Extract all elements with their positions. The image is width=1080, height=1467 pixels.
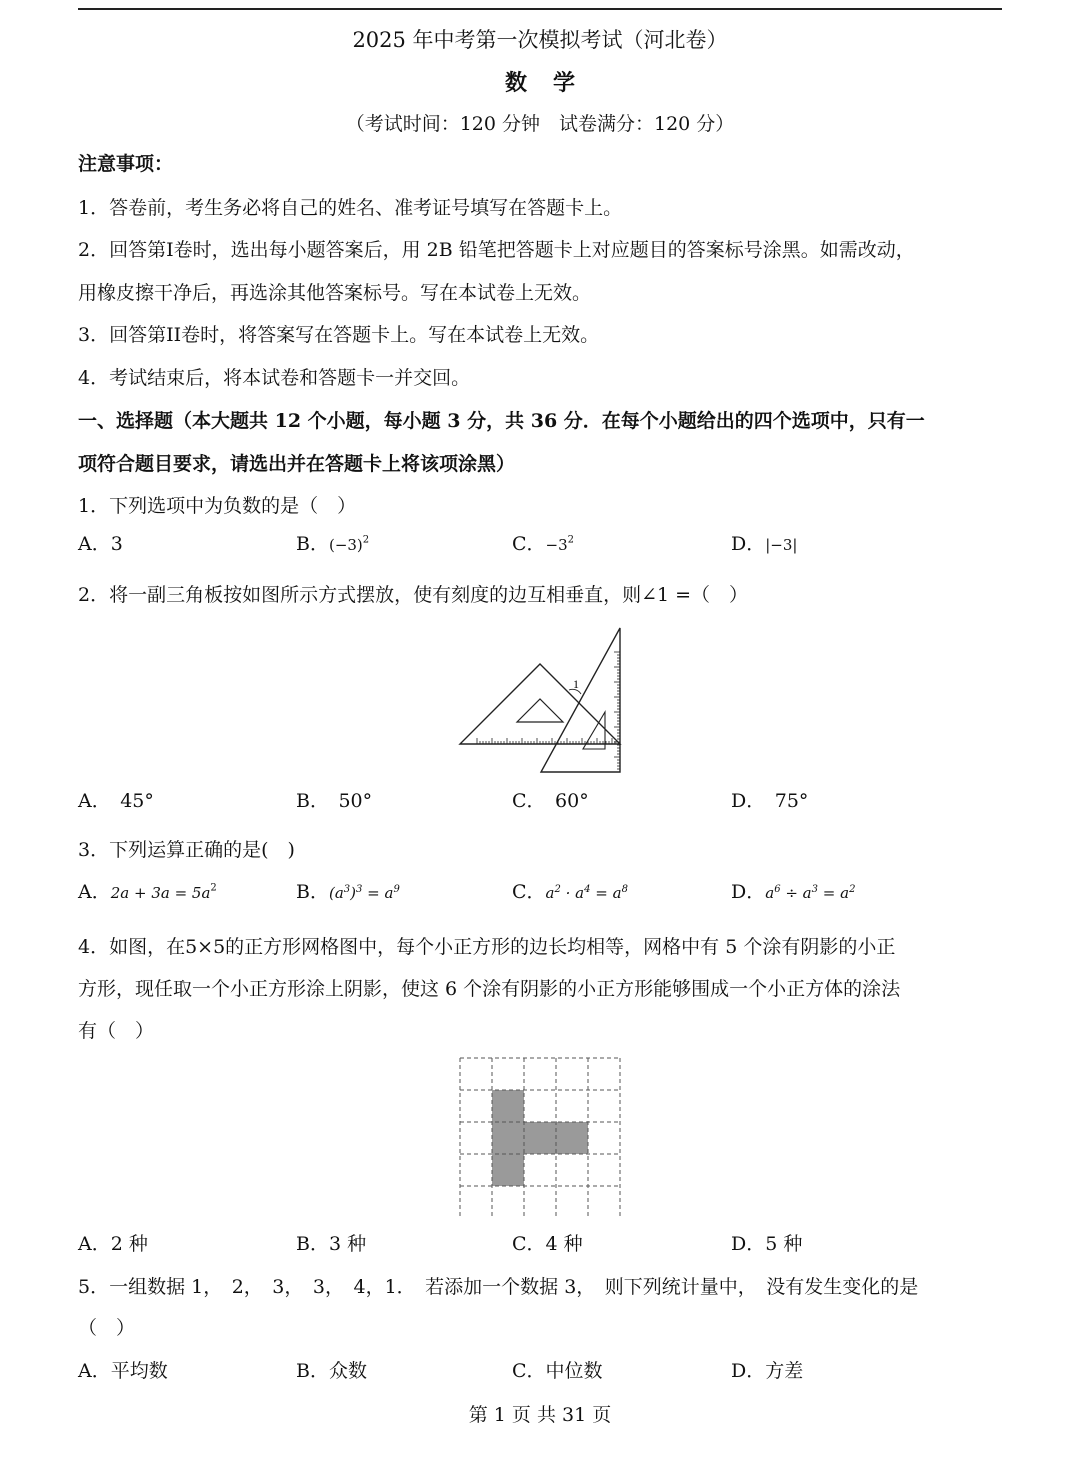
triangle-rulers-figure — [455, 624, 630, 776]
shaded-cell — [492, 1154, 524, 1186]
q2-stem: 2．将一副三角板按如图所示方式摆放，使有刻度的边互相垂直，则∠1 =（ ） — [78, 584, 749, 606]
q2-option-a: A． 45° — [78, 790, 154, 812]
note-item-1: 1．答卷前，考生务必将自己的姓名、准考证号填写在答题卡上。 — [78, 197, 623, 219]
notes-heading: 注意事项： — [78, 153, 174, 175]
q1-stem: 1．下列选项中为负数的是（ ） — [78, 495, 357, 517]
vertical-scale-ticks — [614, 652, 620, 769]
shaded-cell — [556, 1122, 588, 1154]
q1-option-b: B．$(-3)^2$ — [296, 533, 370, 555]
note-item-2: 2．回答第I卷时，选出每小题答案后，用 2B 铅笔把答题卡上对应题目的答案标号涂黑。如需改动， — [78, 239, 915, 261]
q4-stem-1: 4．如图，在5×5的正方形网格图中，每个小正方形的边长均相等，网格中有 5 个涂有阴影的小正 — [78, 936, 896, 958]
q5-stem-2: （ ） — [78, 1317, 136, 1339]
subject-title: 数学 — [504, 70, 601, 96]
horizontal-scale-ticks — [477, 738, 615, 744]
q5-option-a: A．平均数 — [78, 1360, 168, 1382]
note-item-4: 4．考试结束后，将本试卷和答题卡一并交回。 — [78, 367, 471, 389]
section1-heading-cont: 项符合题目要求，请选出并在答题卡上将该项涂黑） — [78, 453, 516, 475]
shaded-cell — [492, 1090, 524, 1122]
q3-option-c: C．$a^2 \cdot a^4 = a^8$ — [512, 881, 628, 903]
q1-option-a: A．3 — [78, 533, 123, 555]
isosceles-triangle-ruler — [460, 664, 620, 744]
q2-option-c: C． 60° — [512, 790, 589, 812]
q5-stem-1: 5．一组数据 1， 2， 3， 3， 4，1． 若添加一个数据 3， 则下列统计量中， 没有发生变化的是 — [78, 1276, 919, 1298]
top-rule — [78, 8, 1002, 10]
q3-option-b: B．$(a^3)^3 = a^9$ — [296, 881, 400, 903]
right-triangle-ruler — [541, 628, 620, 772]
isosceles-inner-hole — [517, 699, 563, 722]
q1-option-c: C．$-3^2$ — [512, 533, 575, 555]
q3-option-a: A．$2a + 3a = 5a^2$ — [78, 881, 217, 903]
q4-stem-3: 有（ ） — [78, 1020, 155, 1042]
angle-1-label: 1 — [573, 677, 579, 691]
shaded-cell — [524, 1122, 556, 1154]
q4-option-a: A．2 种 — [78, 1233, 148, 1255]
note-item-2-cont: 用橡皮擦干净后，再选涂其他答案标号。写在本试卷上无效。 — [78, 282, 592, 304]
q4-option-c: C．4 种 — [512, 1233, 583, 1255]
q3-option-d: D．$a^6 \div a^3 = a^2$ — [731, 881, 856, 903]
note-item-3: 3．回答第II卷时，将答案写在答题卡上。写在本试卷上无效。 — [78, 324, 600, 346]
q2-option-d: D． 75° — [731, 790, 809, 812]
page-footer: 第 1 页 共 31 页 — [468, 1404, 612, 1426]
square-grid-figure — [458, 1056, 622, 1216]
q2-option-b: B． 50° — [296, 790, 373, 812]
q4-option-d: D．5 种 — [731, 1233, 803, 1255]
section1-heading: 一、选择题（本大题共 12 个小题，每小题 3 分，共 36 分．在每个小题给出的四个选项中，只有一 — [78, 410, 925, 432]
q4-stem-2: 方形，现任取一个小正方形涂上阴影，使这 6 个涂有阴影的小正方形能够围成一个小正方体的涂法 — [78, 978, 901, 1000]
exam-meta: （考试时间：120 分钟 试卷满分：120 分） — [345, 113, 735, 135]
q5-option-c: C．中位数 — [512, 1360, 603, 1382]
q4-option-b: B．3 种 — [296, 1233, 367, 1255]
exam-title: 2025 年中考第一次模拟考试（河北卷） — [352, 28, 728, 52]
q5-option-d: D．方差 — [731, 1360, 804, 1382]
shaded-cell — [492, 1122, 524, 1154]
q1-option-d: D．|−3| — [731, 533, 798, 555]
q3-stem: 3．下列运算正确的是( ) — [78, 839, 295, 861]
q5-option-b: B．众数 — [296, 1360, 367, 1382]
